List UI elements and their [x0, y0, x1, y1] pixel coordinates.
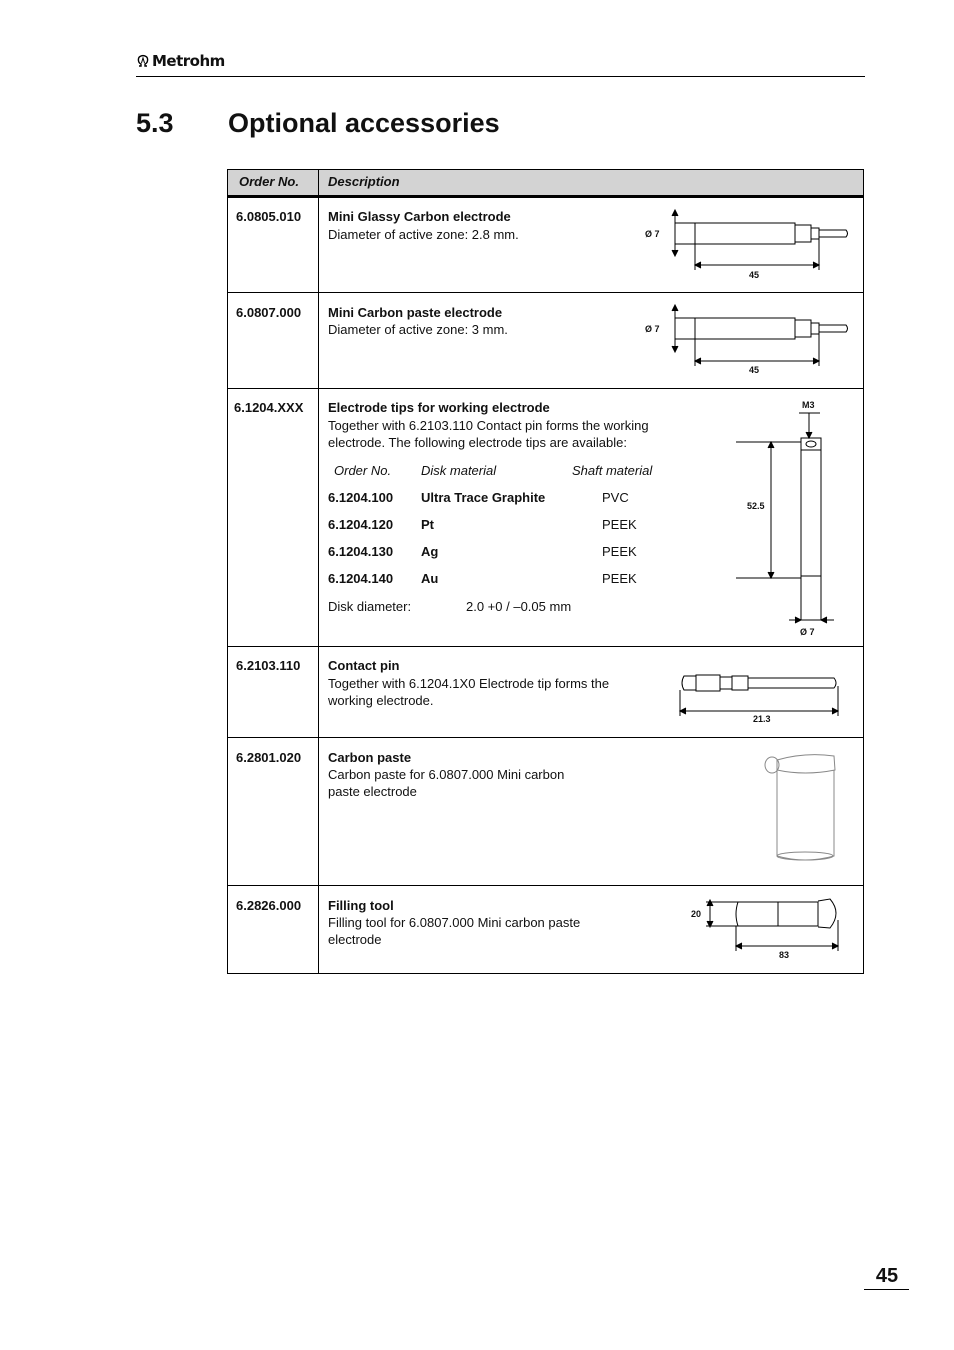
order-number: 6.2826.000 [236, 898, 302, 913]
tip-shaft-material: PEEK [602, 571, 637, 586]
disk-diameter-value: 2.0 +0 / –0.05 mm [466, 599, 572, 614]
item-title: Electrode tips for working electrode [328, 400, 550, 415]
order-number: 6.2103.110 [236, 658, 301, 673]
page-number: 45 [875, 1265, 899, 1287]
item-title: Mini Glassy Carbon electrode [328, 209, 511, 224]
item-title: Filling tool [328, 898, 394, 913]
section-number: 5.3 [136, 108, 174, 138]
item-title: Mini Carbon paste electrode [328, 305, 503, 320]
order-number: 6.0807.000 [236, 305, 302, 320]
description-line: electrode [328, 932, 382, 947]
dimension-diameter: Ø 7 [645, 324, 660, 334]
tip-disk-material: Ag [421, 544, 439, 559]
item-description: Diameter of active zone: 3 mm. [328, 322, 508, 337]
tip-shaft-material: PVC [602, 490, 629, 505]
dimension-length: 52.5 [747, 501, 765, 511]
dimension-length: 45 [749, 270, 760, 280]
dimension-diameter: Ø 7 [800, 627, 815, 637]
dimension-length: 21.3 [753, 714, 771, 724]
tip-order-number: 6.1204.120 [328, 517, 394, 532]
dimension-thread: M3 [802, 400, 815, 410]
item-title: Carbon paste [328, 750, 412, 765]
dimension-diameter: 20 [691, 909, 702, 919]
tip-disk-material: Ultra Trace Graphite [421, 490, 546, 505]
tip-disk-material: Au [421, 571, 439, 586]
description-line: electrode. The following electrode tips are available: [328, 435, 627, 450]
dimension-diameter: Ø 7 [645, 229, 660, 239]
tip-order-number: 6.1204.100 [328, 490, 394, 505]
order-number: 6.1204.XXX [234, 400, 304, 415]
tip-order-number: 6.1204.130 [328, 544, 394, 559]
tips-header-disk-material: Disk material [421, 463, 497, 478]
description-line: paste electrode [328, 784, 417, 799]
description-line: Together with 6.1204.1X0 Electrode tip forms the [328, 676, 610, 691]
dimension-length: 45 [749, 365, 760, 375]
tip-order-number: 6.1204.140 [328, 571, 394, 586]
section-title: Optional accessories [228, 108, 500, 138]
item-description: Diameter of active zone: 2.8 mm. [328, 227, 519, 242]
tip-shaft-material: PEEK [602, 517, 637, 532]
page-number-rule [864, 1289, 909, 1290]
disk-diameter-label: Disk diameter: [328, 599, 412, 614]
order-number: 6.0805.010 [236, 209, 302, 224]
brand-name: Metrohm [152, 52, 225, 70]
description-line: Together with 6.2103.110 Contact pin forms the working [328, 418, 649, 433]
column-header-description: Description [328, 174, 400, 189]
order-number: 6.2801.020 [236, 750, 302, 765]
tip-shaft-material: PEEK [602, 544, 637, 559]
tips-header-order-no: Order No. [334, 463, 392, 478]
description-line: Filling tool for 6.0807.000 Mini carbon paste [328, 915, 581, 930]
column-header-order-no: Order No. [239, 174, 299, 189]
dimension-length: 83 [779, 950, 790, 960]
tips-header-shaft-material: Shaft material [572, 463, 653, 478]
description-line: working electrode. [328, 693, 434, 708]
description-line: Carbon paste for 6.0807.000 Mini carbon [328, 767, 565, 782]
tip-disk-material: Pt [421, 517, 434, 532]
item-title: Contact pin [328, 658, 400, 673]
